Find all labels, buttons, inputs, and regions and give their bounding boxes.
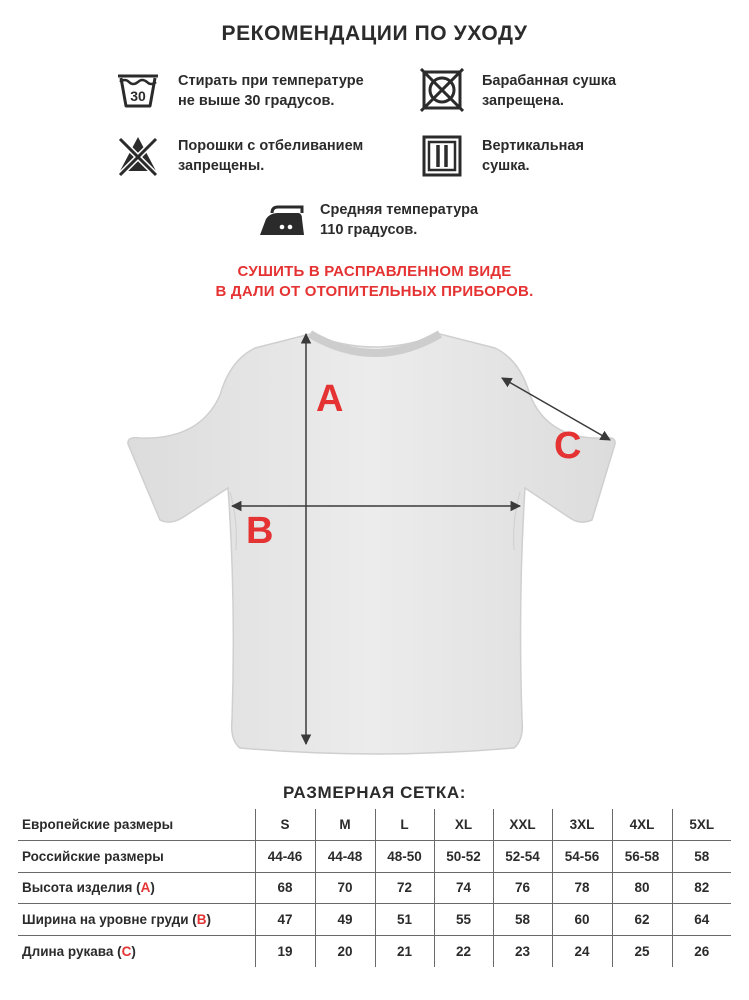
- table-cell: 3XL: [552, 809, 612, 841]
- care-no-tumble-dry: [420, 68, 616, 114]
- row-label: Длина рукава (C): [22, 943, 136, 959]
- table-row: [18, 872, 731, 904]
- table-row: [18, 809, 731, 841]
- table-cell: 76: [493, 872, 552, 904]
- table-cell: 56-58: [612, 841, 672, 873]
- table-cell: 52-54: [493, 841, 552, 873]
- table-cell: 58: [672, 841, 731, 873]
- table-cell: 48-50: [375, 841, 434, 873]
- table-cell: XL: [434, 809, 493, 841]
- table-cell: 78: [552, 872, 612, 904]
- tshirt-body: [128, 334, 615, 754]
- table-cell: 49: [315, 904, 375, 936]
- measure-label-b: B: [246, 510, 274, 552]
- warning-line: В ДАЛИ ОТ ОТОПИТЕЛЬНЫХ ПРИБОРОВ.: [215, 283, 534, 300]
- row-label: Европейские размеры: [18, 809, 255, 841]
- table-cell: 60: [552, 904, 612, 936]
- measure-label-a: A: [316, 378, 344, 420]
- table-row: [18, 841, 731, 873]
- care-no-bleach: [116, 133, 363, 179]
- vertical-dry-icon: [420, 133, 464, 179]
- table-cell: 44-46: [255, 841, 315, 873]
- care-text-line: Вертикальная: [482, 138, 584, 154]
- care-text-line: запрещена.: [482, 93, 564, 109]
- table-cell: 70: [315, 872, 375, 904]
- care-vertical-dry: [420, 133, 584, 179]
- table-cell: 62: [612, 904, 672, 936]
- table-cell: L: [375, 809, 434, 841]
- care-wash-30: [116, 68, 364, 114]
- table-cell: 64: [672, 904, 731, 936]
- care-iron-medium: [258, 197, 478, 243]
- table-cell: 68: [255, 872, 315, 904]
- table-cell: 72: [375, 872, 434, 904]
- table-row: [18, 935, 731, 967]
- care-text-line: Порошки с отбеливанием: [178, 138, 364, 154]
- drying-warning: [0, 262, 749, 302]
- iron-medium-icon: [258, 197, 306, 243]
- wash-temp-number: 30: [130, 88, 146, 104]
- care-text-line: не выше 30 градусов.: [178, 93, 335, 109]
- measure-letter: B: [196, 912, 207, 928]
- table-cell: XXL: [493, 809, 552, 841]
- table-row: [18, 904, 731, 936]
- table-cell: 24: [552, 935, 612, 967]
- table-cell: 4XL: [612, 809, 672, 841]
- table-cell: 74: [434, 872, 493, 904]
- no-bleach-icon: [116, 133, 160, 179]
- row-label: Высота изделия (A): [18, 872, 255, 904]
- care-text-line: Стирать при температуре: [178, 73, 364, 89]
- table-cell: 21: [375, 935, 434, 967]
- care-text-line: Средняя температура: [320, 202, 479, 218]
- row-label: Ширина на уровне груди (B): [18, 904, 255, 936]
- table-cell: 20: [315, 935, 375, 967]
- table-cell: 55: [434, 904, 493, 936]
- table-cell: 58: [493, 904, 552, 936]
- care-text-line: сушка.: [482, 158, 530, 174]
- row-label: Российские размеры: [18, 841, 255, 873]
- table-cell: 50-52: [434, 841, 493, 873]
- table-cell: 19: [255, 935, 315, 967]
- care-text-line: Барабанная сушка: [482, 73, 617, 89]
- table-cell: 54-56: [552, 841, 612, 873]
- no-tumble-dry-icon: [420, 68, 464, 114]
- page-title: РЕКОМЕНДАЦИИ ПО УХОДУ: [221, 22, 528, 45]
- size-chart-table: [18, 809, 731, 967]
- table-cell: 26: [672, 935, 731, 967]
- table-cell: 23: [493, 935, 552, 967]
- table-cell: M: [315, 809, 375, 841]
- warning-line: СУШИТЬ В РАСПРАВЛЕННОМ ВИДЕ: [237, 263, 512, 280]
- table-cell: S: [255, 809, 315, 841]
- table-cell: 5XL: [672, 809, 731, 841]
- tshirt-measurement-illustration: [110, 320, 640, 760]
- table-cell: 25: [612, 935, 672, 967]
- care-text-line: 110 градусов.: [320, 222, 418, 238]
- measure-label-c: C: [554, 425, 582, 467]
- table-cell: 82: [672, 872, 731, 904]
- table-cell: 22: [434, 935, 493, 967]
- measure-letter: A: [140, 880, 151, 896]
- measure-letter: C: [121, 943, 132, 959]
- table-cell: 80: [612, 872, 672, 904]
- size-chart-title: РАЗМЕРНАЯ СЕТКА:: [282, 783, 467, 802]
- care-text-line: запрещены.: [178, 158, 265, 174]
- table-cell: 47: [255, 904, 315, 936]
- wash-30-icon: [116, 68, 160, 114]
- table-cell: 51: [375, 904, 434, 936]
- table-cell: 44-48: [315, 841, 375, 873]
